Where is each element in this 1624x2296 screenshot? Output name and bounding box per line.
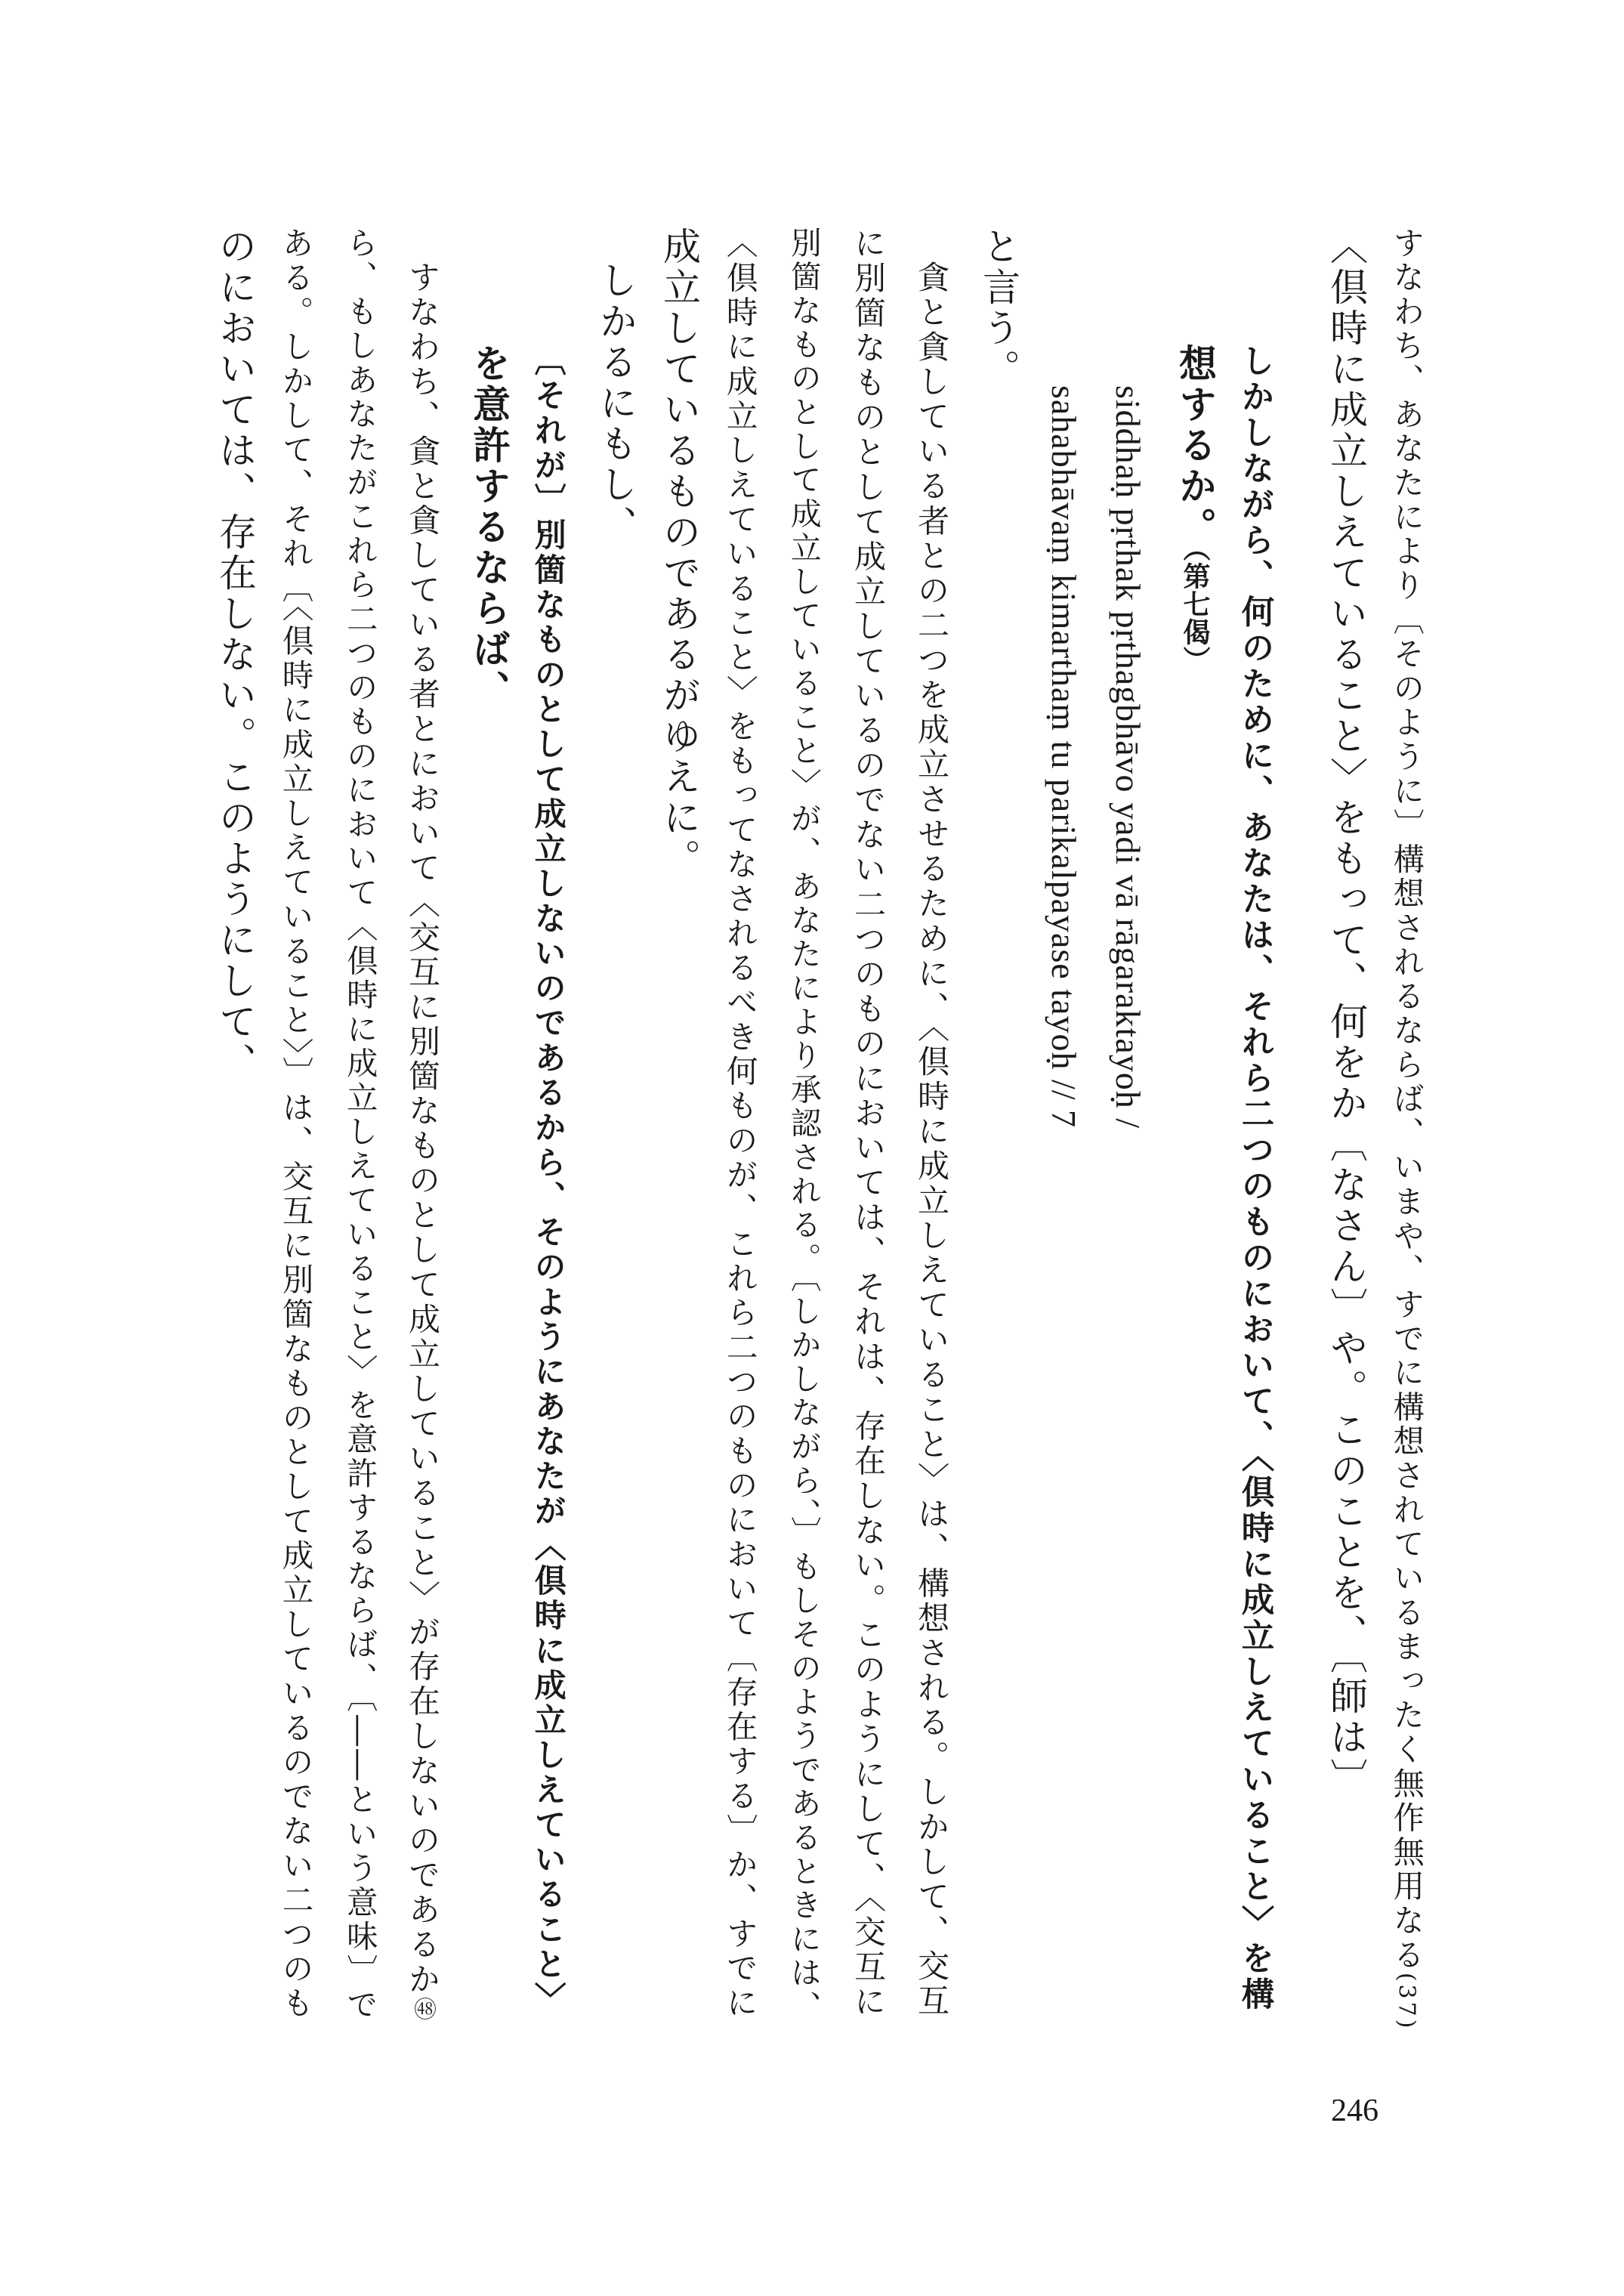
text-line-16 xyxy=(403,261,441,2023)
line-text: ある。しかして、それ〔〈倶時に成立しえていること〉〕は、交互に別箇なものとして成立しているのでない二つのも xyxy=(276,227,314,2022)
text-line-13 xyxy=(594,261,638,546)
text-line-12 xyxy=(657,227,701,879)
line-text: sahabhāvaṃ kimarthaṃ tu parikalpayase tayoḥ // 7 xyxy=(1045,385,1083,1129)
sanskrit-line-1 xyxy=(1110,385,1145,1129)
text-line-8 xyxy=(913,261,951,2019)
footnote-marker: (37) xyxy=(1393,1972,1420,2032)
line-text: 〔それが〕別箇なものとして成立しないのであるから、そのようにあなたが〈倶時に成立しえていること〉 xyxy=(529,344,568,2017)
text-line-7 xyxy=(977,227,1020,390)
line-text: すなわち、あなたにより〔そのように〕構想されるならば、いまや、すでに構想されているまったく無作無用なる xyxy=(1388,227,1425,1973)
line-text: しかしながら、何のために、あなたは、それら二つのものにおいて、〈倶時に成立しえていること〉を構 xyxy=(1236,344,1275,2013)
line-text: 〈倶時に成立しえていること〉をもってなされるべき何ものが、これら二つのものにおいて〔存在する〕か、すでに xyxy=(721,227,758,2021)
line-text: を意許するならば、 xyxy=(467,344,511,711)
text-line-15 xyxy=(467,344,511,711)
sanskrit-line-2 xyxy=(1046,385,1081,1128)
text-line-3 xyxy=(1236,344,1275,2013)
text-line-19 xyxy=(213,227,257,1083)
footnote-marker: ㊽ xyxy=(409,1997,436,2023)
line-text: すなわち、貪と貪している者とにおいて〈交互に別箇なものとして成立していること〉が存在しないのであるか xyxy=(403,261,441,1998)
text-line-4 xyxy=(1173,344,1218,674)
text-line-2 xyxy=(1324,227,1368,1799)
line-text: siddhaḥ pṛthak pṛthagbhāvo yadi vā rāgaraktayoḥ / xyxy=(1109,385,1147,1129)
line-text: 成立しているものであるがゆえに。 xyxy=(657,227,701,879)
line-text: 別箇なものとして成立していること〉が、あなたにより承認される。〔しかしながら、〕もしそのようであるときには、 xyxy=(785,227,822,2025)
text-line-17 xyxy=(341,227,378,2023)
verse-number: （第七偈） xyxy=(1179,548,1211,674)
line-text: しかるにもし、 xyxy=(594,261,638,546)
text-line-1 xyxy=(1388,227,1425,2032)
line-text: のにおいては、存在しない。このようにして、 xyxy=(213,227,257,1083)
line-text: 貪と貪している者との二つを成立させるために、〈倶時に成立しえていること〉は、構想される。しかして、交互 xyxy=(913,261,951,2019)
line-text: と言う。 xyxy=(977,227,1020,390)
line-text: 〈倶時に成立しえていること〉をもって、何をか〔なさん〕や。このことを、〔師は〕 xyxy=(1324,227,1368,1799)
line-text: に別箇なものとして成立しているのでない二つのものにおいては、それは、存在しない。このようにして、〈交互に xyxy=(850,227,888,2020)
text-line-18 xyxy=(276,227,314,2022)
text-line-11 xyxy=(721,227,758,2021)
line-text: ら、もしあなたがこれら二つのものにおいて〈倶時に成立しえていること〉を意許するならば、〔――という意味〕で xyxy=(341,227,378,2023)
text-line-9 xyxy=(850,227,888,2020)
text-line-10 xyxy=(785,227,822,2025)
page-number: 246 xyxy=(1331,2094,1379,2128)
line-text: 想するか。 xyxy=(1173,344,1218,548)
text-line-14 xyxy=(529,344,568,2017)
